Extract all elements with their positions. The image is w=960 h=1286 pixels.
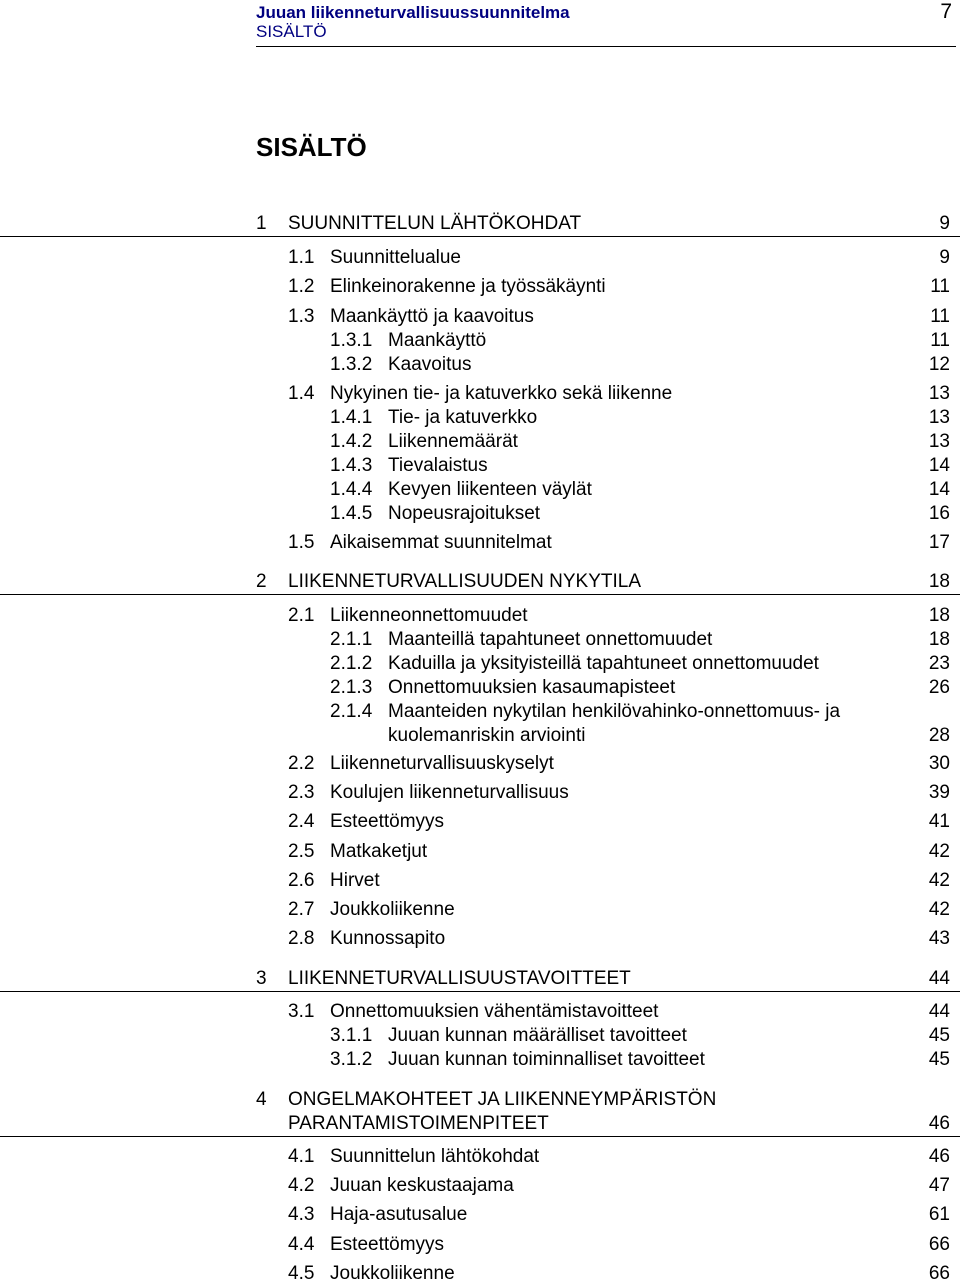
toc-entry-page: 9 [939,247,950,268]
toc-entry-number: 4.2 [288,1175,315,1196]
toc-entry-page: 45 [928,1049,950,1070]
toc-entry[interactable] [0,478,960,502]
toc-entry-number: 1.4.4 [330,479,373,500]
toc-entry-title: Maankäyttö ja kaavoitus [330,306,534,327]
toc-entry-page: 46 [928,1113,950,1134]
toc-entry-title: LIIKENNETURVALLISUUDEN NYKYTILA [288,571,642,592]
toc-entry[interactable] [0,1048,960,1072]
toc-entry-title: SUUNNITTELUN LÄHTÖKOHDAT [288,213,582,234]
toc-entry[interactable] [0,1145,960,1169]
toc-entry-title: Suunnittelun lähtökohdat [330,1146,540,1167]
toc-entry-page: 66 [928,1263,950,1284]
toc-entry-title: Matkaketjut [330,841,428,862]
toc-entry-title: ONGELMAKOHTEET JA LIIKENNEYMPÄRISTÖN [288,1089,717,1110]
toc-entry-title: LIIKENNETURVALLISUUSTAVOITTEET [288,968,631,989]
toc-entry[interactable] [0,329,960,353]
toc-entry-page: 47 [928,1175,950,1196]
toc-entry-title: Hirvet [330,870,380,891]
toc-entry-number: 1.4.1 [330,407,373,428]
toc-entry-number: 2.5 [288,841,315,862]
toc-entry-number: 3.1.1 [330,1025,373,1046]
toc-entry-title: Kaduilla ja yksityisteillä tapahtuneet onnettomuudet [388,653,819,674]
toc-entry-number: 4.4 [288,1234,315,1255]
toc-entry[interactable] [0,502,960,526]
toc-entry-title: Joukkoliikenne [330,899,455,920]
toc-entry-page: 13 [928,383,950,404]
toc-entry-title: Kevyen liikenteen väylät [388,479,592,500]
toc-entry-number: 4 [256,1089,267,1110]
document-title: Juuan liikenneturvallisuussuunnitelma [256,3,570,22]
toc-entry-number: 2.3 [288,782,315,803]
toc-entry-title: Suunnittelualue [330,247,461,268]
toc-entry[interactable] [0,967,960,992]
toc-entry-title-continued: PARANTAMISTOIMENPITEET [288,1113,549,1134]
toc-entry-number: 1.4.5 [330,503,373,524]
toc-entry[interactable] [0,652,960,676]
toc-entry-title: Nykyinen tie- ja katuverkko sekä liikenne [330,383,673,404]
toc-entry-number: 2.1.4 [330,701,373,722]
toc-entry-page: 45 [928,1025,950,1046]
toc-entry[interactable] [0,604,960,628]
toc-entry-number: 4.3 [288,1204,315,1225]
toc-entry-title: Nopeusrajoitukset [388,503,541,524]
toc-entry[interactable] [0,454,960,478]
toc-entry[interactable] [0,752,960,776]
toc-entry-title: Tie- ja katuverkko [388,407,538,428]
toc-entry-number: 1 [256,213,267,234]
toc-entry-page: 41 [928,811,950,832]
toc-entry-title: Kunnossapito [330,928,446,949]
toc-entry[interactable] [0,1000,960,1024]
toc-entry[interactable] [0,1088,960,1137]
toc-entry-number: 4.5 [288,1263,315,1284]
toc-entry-number: 2.1.3 [330,677,373,698]
toc-entry-page: 23 [928,653,950,674]
toc-entry-page: 14 [928,479,950,500]
toc-entry-title: Onnettomuuksien kasaumapisteet [388,677,676,698]
toc-entry-page: 17 [928,532,950,553]
toc-entry[interactable] [0,353,960,377]
toc-entry[interactable] [0,869,960,893]
toc-entry-number: 2.1.1 [330,629,373,650]
toc-entry-title: Liikenneonnettomuudet [330,605,528,626]
toc-entry-page: 42 [928,870,950,891]
toc-entry-title: Maanteillä tapahtuneet onnettomuudet [388,629,713,650]
toc-entry-page: 18 [928,629,950,650]
toc-entry[interactable] [0,628,960,652]
toc-entry-page: 28 [928,725,950,746]
toc-entry-number: 1.1 [288,247,315,268]
toc-entry[interactable] [0,430,960,454]
toc-entry-page: 44 [928,968,950,989]
toc-entry-page: 18 [928,605,950,626]
toc-entry[interactable] [0,382,960,406]
toc-entry-number: 3 [256,968,267,989]
toc-entry-title: Tievalaistus [388,455,488,476]
toc-entry-page: 12 [928,354,950,375]
toc-entry[interactable] [0,1233,960,1257]
toc-entry-number: 4.1 [288,1146,315,1167]
toc-entry-number: 1.4 [288,383,315,404]
toc-entry-title: Liikennemäärät [388,431,518,452]
toc-entry-number: 1.5 [288,532,315,553]
page-number: 7 [940,0,952,23]
toc-entry-page: 30 [928,753,950,774]
toc-entry-number: 3.1.2 [330,1049,373,1070]
toc-entry-number: 2.6 [288,870,315,891]
toc-entry-title: Esteettömyys [330,1234,445,1255]
toc-entry-number: 1.2 [288,276,315,297]
toc-heading: SISÄLTÖ [256,132,367,162]
toc-entry-page: 16 [928,503,950,524]
toc-entry-number: 2.7 [288,899,315,920]
toc-entry-title: Maanteiden nykytilan henkilövahinko-onnettomuus- ja [388,701,841,722]
toc-entry[interactable] [0,810,960,834]
toc-entry-page: 42 [928,899,950,920]
toc-entry-number: 2.2 [288,753,315,774]
toc-entry[interactable] [0,1262,960,1286]
toc-entry-page: 18 [928,571,950,592]
toc-entry-page: 39 [928,782,950,803]
toc-entry[interactable] [0,1203,960,1227]
toc-entry-number: 1.3 [288,306,315,327]
toc-entry-page: 61 [928,1204,950,1225]
toc-entry[interactable] [0,531,960,555]
toc-entry[interactable] [0,406,960,430]
toc-entry[interactable] [0,1024,960,1048]
toc-entry-number: 2.8 [288,928,315,949]
toc-entry-page: 9 [939,213,950,234]
toc-entry[interactable] [0,1174,960,1198]
toc-entry[interactable] [0,305,960,329]
toc-entry[interactable] [0,275,960,299]
toc-entry-title: Aikaisemmat suunnitelmat [330,532,552,553]
toc-entry-page: 46 [928,1146,950,1167]
header-section-name: SISÄLTÖ [256,22,327,41]
toc-entry-number: 2.4 [288,811,315,832]
toc-entry-page: 44 [928,1001,950,1022]
toc-entry-title: Joukkoliikenne [330,1263,455,1284]
toc-entry[interactable] [0,212,960,237]
toc-entry-title: Koulujen liikenneturvallisuus [330,782,569,803]
toc-entry-number: 1.4.3 [330,455,373,476]
toc-entry[interactable] [0,700,960,748]
toc-entry-number: 3.1 [288,1001,315,1022]
toc-entry-page: 11 [930,330,950,351]
toc-entry-page: 14 [928,455,950,476]
toc-entry-title: Juuan kunnan määrälliset tavoitteet [388,1025,687,1046]
toc-entry-number: 2.1.2 [330,653,373,674]
toc-entry-page: 26 [928,677,950,698]
toc-entry-number: 2 [256,571,267,592]
toc-entry[interactable] [0,676,960,700]
toc-entry[interactable] [0,781,960,805]
toc-entry-title: Haja-asutusalue [330,1204,468,1225]
toc-entry-title: Elinkeinorakenne ja työssäkäynti [330,276,606,297]
toc-entry-title: Liikenneturvallisuuskyselyt [330,753,554,774]
toc-entry-page: 11 [930,276,950,297]
toc-entry[interactable] [0,927,960,951]
toc-entry[interactable] [0,570,960,595]
toc-entry-title: Kaavoitus [388,354,472,375]
toc-entry[interactable] [0,898,960,922]
toc-entry-title: Juuan kunnan toiminnalliset tavoitteet [388,1049,705,1070]
toc-entry-title: Onnettomuuksien vähentämistavoitteet [330,1001,659,1022]
toc-entry-title: Esteettömyys [330,811,445,832]
toc-entry-number: 2.1 [288,605,315,626]
toc-entry-title: Juuan keskustaajama [330,1175,514,1196]
toc-entry-page: 11 [930,306,950,327]
toc-entry-page: 42 [928,841,950,862]
toc-entry-number: 1.3.1 [330,330,373,351]
toc-entry-title: Maankäyttö [388,330,487,351]
toc-entry[interactable] [0,246,960,270]
toc-entry-page: 13 [928,407,950,428]
toc-entry-page: 13 [928,431,950,452]
toc-entry[interactable] [0,840,960,864]
toc-entry-page: 66 [928,1234,950,1255]
toc-entry-title-continued: kuolemanriskin arviointi [388,725,586,746]
toc-entry-number: 1.3.2 [330,354,373,375]
toc-entry-number: 1.4.2 [330,431,373,452]
toc-entry-page: 43 [928,928,950,949]
